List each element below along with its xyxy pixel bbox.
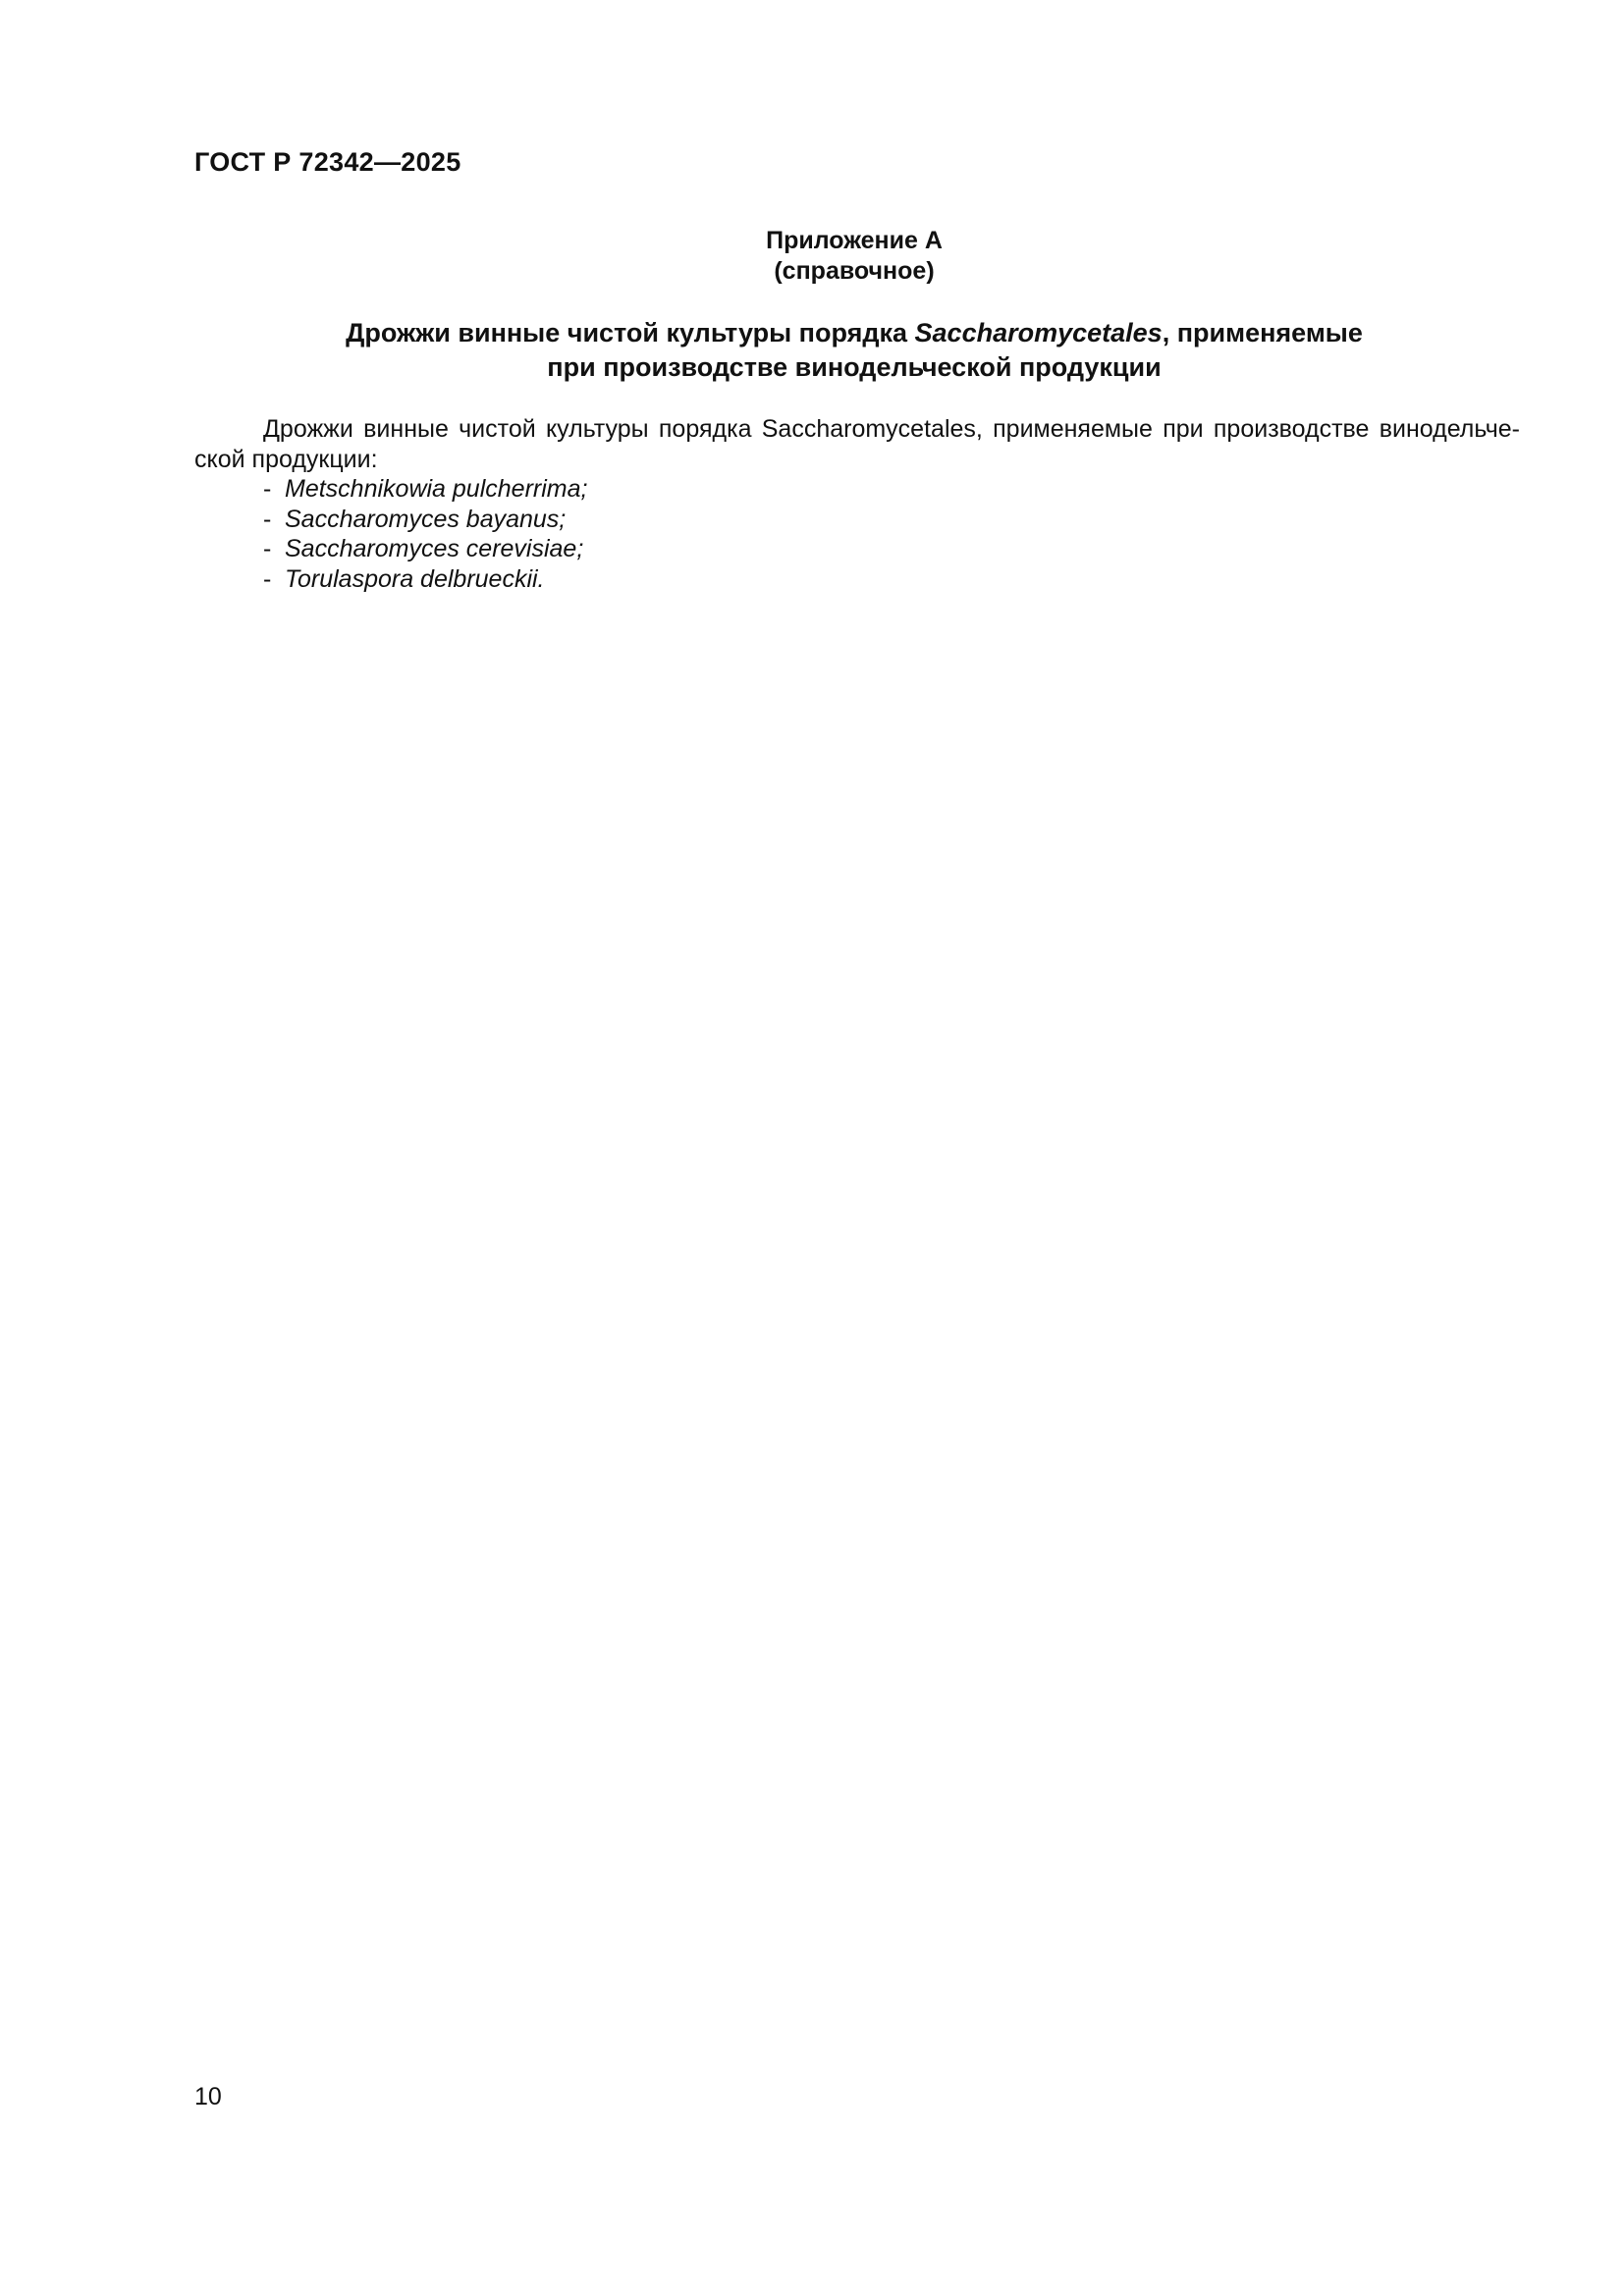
body-text [194,414,1520,594]
appendix-title [0,316,1624,385]
species-name: Saccharomyces cerevisiae; [285,535,584,562]
species-name: Torulaspora delbrueckii. [285,564,545,593]
species-name: Metschnikowia pulcherrima; [285,475,588,503]
list-item [263,564,1520,595]
page-number: 10 [194,2083,222,2110]
list-item [263,474,1520,505]
list-dash: - [263,475,272,503]
species-name: Saccharomyces bayanus; [285,505,567,533]
list-item [263,534,1520,564]
title-suffix: , применяемые [1162,318,1363,347]
list-item [263,505,1520,535]
appendix-label: Приложение А [766,227,943,254]
intro-line-2: ской продукции: [194,445,378,473]
title-line-1 [0,316,1624,350]
title-line-2: при производстве винодельческой продукции [547,352,1162,382]
title-prefix: Дрожжи винные чистой культуры порядка [346,318,915,347]
list-dash: - [263,535,272,562]
document-code: ГОСТ Р 72342—2025 [194,147,461,177]
appendix-heading [0,226,1624,287]
list-dash: - [263,505,272,533]
appendix-kind: (справочное) [774,257,935,285]
species-list [194,474,1520,594]
intro-paragraph [194,414,1520,474]
title-latin-name: Saccharomycetales [914,318,1163,347]
list-dash: - [263,564,272,593]
intro-line-1: Дрожжи винные чистой культуры порядка Saccharomycetales, применяемые при производстве винодельче- [263,415,1520,443]
